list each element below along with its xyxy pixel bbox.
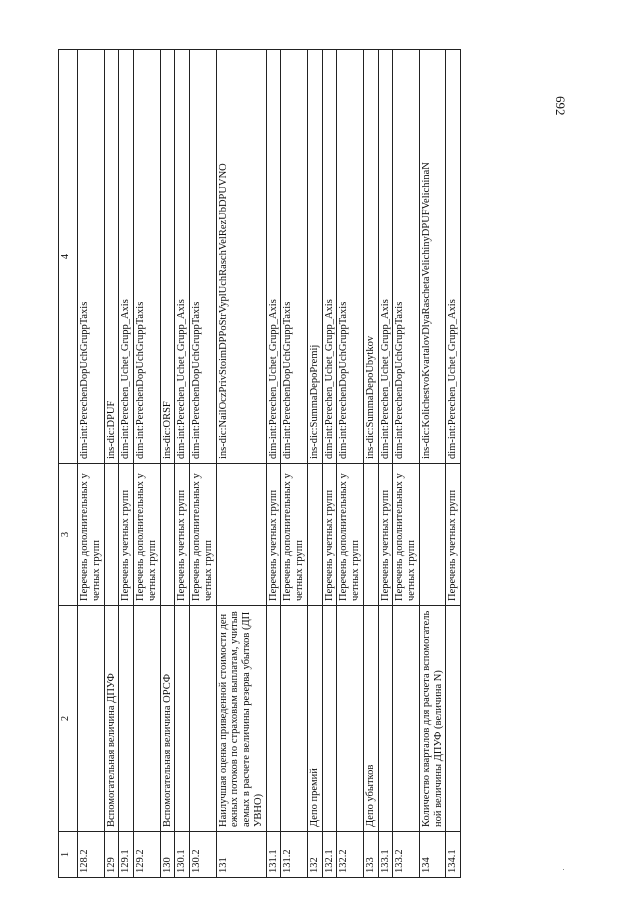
row-number-cell: 129 <box>104 832 119 878</box>
dimension-type-cell <box>307 464 322 606</box>
table-row <box>419 50 446 878</box>
row-number-cell: 134 <box>419 832 446 878</box>
indicator-name-cell <box>175 606 190 832</box>
indicator-name-cell: Вспомогательная величина ДПУФ <box>104 606 119 832</box>
dimension-type-cell: Перечень учетных групп <box>119 464 134 606</box>
row-number-cell: 131 <box>216 832 266 878</box>
dimension-type-cell: Перечень дополнительных учетных групп <box>393 464 420 606</box>
column-header-2: 2 <box>59 606 78 832</box>
table-row <box>216 50 266 878</box>
dimension-type-cell: Перечень дополнительных учетных групп <box>78 464 105 606</box>
indicator-name-cell <box>134 606 161 832</box>
row-number-cell: 132.2 <box>337 832 364 878</box>
rotated-table-container <box>58 50 546 878</box>
table-row <box>134 50 161 878</box>
element-code-cell: dim-int:Perechen_Uchet_Grupp_Axis <box>266 50 281 464</box>
element-code-cell: dim-int:Perechen_Uchet_Grupp_Axis <box>378 50 393 464</box>
dimension-type-cell: Перечень учетных групп <box>266 464 281 606</box>
row-number-cell: 133 <box>363 832 378 878</box>
table-row <box>378 50 393 878</box>
row-number-cell: 132 <box>307 832 322 878</box>
column-number-row <box>59 50 78 878</box>
indicator-name-cell <box>337 606 364 832</box>
dimension-type-cell: Перечень учетных групп <box>378 464 393 606</box>
row-number-cell: 129.1 <box>119 832 134 878</box>
dimension-type-cell: Перечень учетных групп <box>175 464 190 606</box>
element-code-cell: dim-int:Perechen_Uchet_Grupp_Axis <box>119 50 134 464</box>
dimension-type-cell <box>216 464 266 606</box>
indicator-name-cell <box>119 606 134 832</box>
table-row <box>322 50 337 878</box>
table-row <box>119 50 134 878</box>
dimension-type-cell <box>104 464 119 606</box>
row-number-cell: 130 <box>160 832 175 878</box>
table-row <box>104 50 119 878</box>
row-number-cell: 128.2 <box>78 832 105 878</box>
element-code-cell: ins-dic:KolichestvoKvartalovDlyaRaschetaVelichinyDPUFVelichinaN <box>419 50 446 464</box>
indicator-name-cell: Вспомогательная величина ОРСФ <box>160 606 175 832</box>
column-header-4: 4 <box>59 50 78 464</box>
element-code-cell: ins-dic:DPUF <box>104 50 119 464</box>
element-code-cell: dim-int:Perechen_Uchet_Grupp_Axis <box>446 50 461 464</box>
corner-mark: · <box>562 864 565 874</box>
table-row <box>337 50 364 878</box>
dimension-type-cell <box>363 464 378 606</box>
table-row <box>281 50 308 878</box>
table-row <box>446 50 461 878</box>
row-number-cell: 133.1 <box>378 832 393 878</box>
row-number-cell: 133.2 <box>393 832 420 878</box>
row-number-cell: 134.1 <box>446 832 461 878</box>
row-number-cell: 131.1 <box>266 832 281 878</box>
indicator-name-cell <box>78 606 105 832</box>
indicator-name-cell: Наилучшая оценка приведенной стоимости денежных потоков по страховым выплатам, учитываемых в расчете величины резерва убытков (ДПУВНО) <box>216 606 266 832</box>
table-row <box>307 50 322 878</box>
element-code-cell: ins-dic:SummaDepoPremij <box>307 50 322 464</box>
element-code-cell: dim-int:Perechen_Uchet_Grupp_Axis <box>322 50 337 464</box>
element-code-cell: dim-int:PerechenDopUchGruppTaxis <box>393 50 420 464</box>
table-row <box>363 50 378 878</box>
dimension-type-cell: Перечень учетных групп <box>322 464 337 606</box>
row-number-cell: 130.1 <box>175 832 190 878</box>
element-code-cell: dim-int:PerechenDopUchGruppTaxis <box>337 50 364 464</box>
table-row <box>175 50 190 878</box>
dimension-type-cell: Перечень учетных групп <box>446 464 461 606</box>
table-row <box>190 50 217 878</box>
row-number-cell: 132.1 <box>322 832 337 878</box>
dimension-type-cell: Перечень дополнительных учетных групп <box>337 464 364 606</box>
element-code-cell: dim-int:PerechenDopUchGruppTaxis <box>134 50 161 464</box>
element-code-cell: ins-dic:SummaDepoUbytkov <box>363 50 378 464</box>
element-register-table <box>58 49 461 878</box>
element-code-cell: ins-dic:ORSF <box>160 50 175 464</box>
element-code-cell: dim-int:Perechen_Uchet_Grupp_Axis <box>175 50 190 464</box>
table-row <box>78 50 105 878</box>
element-code-cell: dim-int:PerechenDopUchGruppTaxis <box>78 50 105 464</box>
table-row <box>266 50 281 878</box>
element-code-cell: dim-int:PerechenDopUchGruppTaxis <box>281 50 308 464</box>
column-header-1: 1 <box>59 832 78 878</box>
table-body <box>78 50 461 878</box>
indicator-name-cell: Количество кварталов для расчета вспомогательной величины ДПУФ (величина N) <box>419 606 446 832</box>
indicator-name-cell: Депо премий <box>307 606 322 832</box>
indicator-name-cell: Депо убытков <box>363 606 378 832</box>
indicator-name-cell <box>322 606 337 832</box>
dimension-type-cell: Перечень дополнительных учетных групп <box>281 464 308 606</box>
dimension-type-cell: Перечень дополнительных учетных групп <box>190 464 217 606</box>
dimension-type-cell <box>419 464 446 606</box>
dimension-type-cell: Перечень дополнительных учетных групп <box>134 464 161 606</box>
row-number-cell: 130.2 <box>190 832 217 878</box>
element-code-cell: dim-int:PerechenDopUchGruppTaxis <box>190 50 217 464</box>
indicator-name-cell <box>446 606 461 832</box>
table-row <box>393 50 420 878</box>
column-header-3: 3 <box>59 464 78 606</box>
page-number: 692 <box>553 96 568 116</box>
row-number-cell: 131.2 <box>281 832 308 878</box>
dimension-type-cell <box>160 464 175 606</box>
indicator-name-cell <box>266 606 281 832</box>
indicator-name-cell <box>378 606 393 832</box>
indicator-name-cell <box>281 606 308 832</box>
element-code-cell: ins-dic:NailOczPrivStoimDPPoStrVyplUchRaschVelRezUbDPUVNO <box>216 50 266 464</box>
indicator-name-cell <box>190 606 217 832</box>
row-number-cell: 129.2 <box>134 832 161 878</box>
indicator-name-cell <box>393 606 420 832</box>
table-row <box>160 50 175 878</box>
